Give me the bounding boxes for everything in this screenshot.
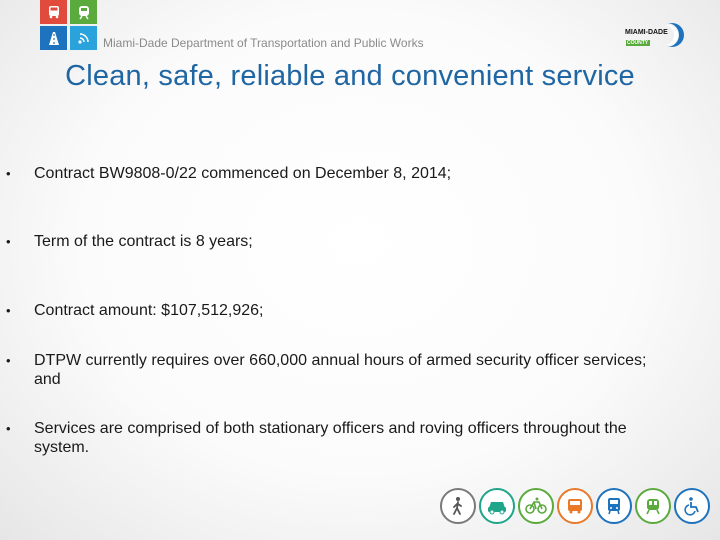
transit-mode-icons [440, 488, 710, 524]
logo-text-top: MIAMI-DADE [625, 29, 668, 36]
department-header: Miami-Dade Department of Transportation and Public Works [103, 36, 424, 50]
bus-icon [40, 0, 67, 24]
train-icon [70, 0, 97, 24]
car-icon [479, 488, 515, 524]
wheelchair-icon [674, 488, 710, 524]
road-icon [40, 26, 67, 50]
bullet-text: Services are comprised of both stationary officers and roving officers throughout the system. [34, 420, 627, 456]
slide-title: Clean, safe, reliable and convenient service [65, 60, 635, 92]
bullet-text: Contract amount: $107,512,926; [34, 302, 264, 319]
metrobus-icon [596, 488, 632, 524]
signal-icon [70, 26, 97, 50]
bicycle-icon [518, 488, 554, 524]
metromover-icon [635, 488, 671, 524]
bullet-item [6, 232, 674, 251]
bus-icon [557, 488, 593, 524]
bullet-marker: • [6, 353, 11, 368]
pedestrian-icon [440, 488, 476, 524]
bullet-text: Term of the contract is 8 years; [34, 233, 253, 250]
bullet-item [6, 164, 674, 183]
bullet-text: Contract BW9808-0/22 commenced on December 8, 2014; [34, 165, 452, 182]
logo-text-bottom: COUNTY [627, 40, 649, 46]
bullet-marker: • [6, 234, 11, 249]
bullet-item [6, 301, 674, 320]
bullet-marker: • [6, 303, 11, 318]
bullet-item [6, 419, 674, 457]
transit-logo-cluster [40, 0, 98, 50]
bullet-text: DTPW currently requires over 660,000 annual hours of armed security officer services; and [34, 352, 647, 388]
bullet-item [6, 351, 674, 389]
bullet-marker: • [6, 166, 11, 181]
bullet-marker: • [6, 421, 11, 436]
miami-dade-county-logo [622, 22, 688, 48]
